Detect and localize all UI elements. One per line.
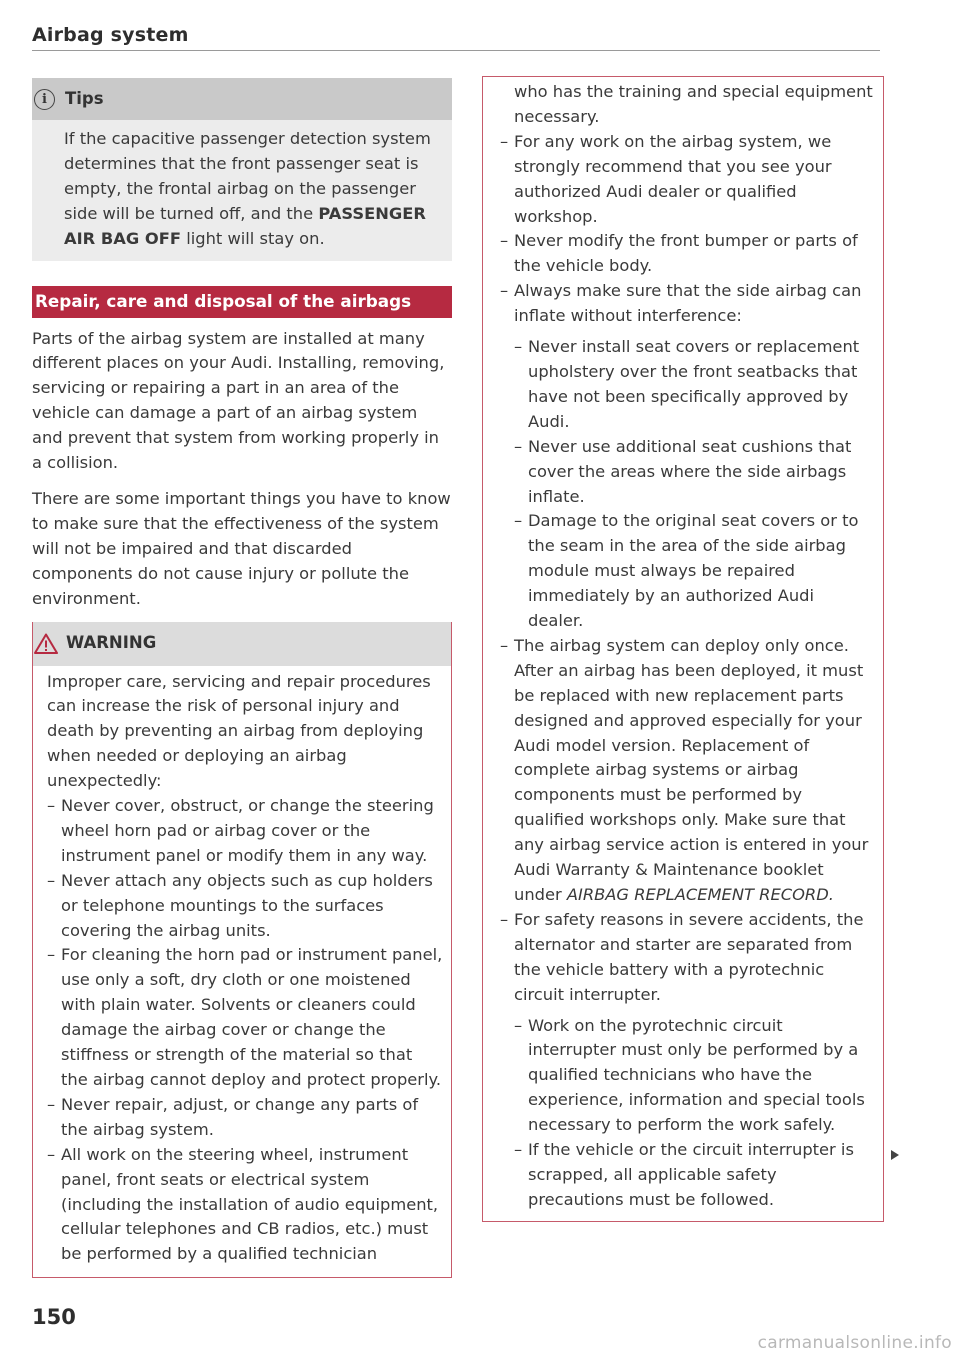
- list-item: – The airbag system can deploy only once. After an airbag has been deployed, it must be replaced with new replacement parts designed and approved especially for your Audi model version. Replacement of complete airbag systems or airbag components must be performed by qualified workshops only. Make sure that any airbag service action is entered in your Audi Warranty & Maintenance booklet under AIRBAG REPLACEMENT RECORD.: [500, 635, 869, 904]
- sub-list-item: – Never install seat covers or replacement upholstery over the front seatbacks that have not been specifically approved by Audi.: [514, 337, 860, 431]
- tips-text-bold: PASSENGER AIR BAG OFF: [64, 203, 426, 248]
- deploy-text-italic: AIRBAG REPLACEMENT RECORD.: [566, 885, 834, 904]
- warning-box-continued: [482, 76, 884, 1222]
- continue-arrow-icon: [891, 1150, 899, 1160]
- sub-list-item: – Work on the pyrotechnic circuit interrupter must only be performed by a qualified technicians who have the experience, information and special tools necessary to perform the work safely.: [514, 1015, 865, 1135]
- list-item: – For any work on the airbag system, we strongly recommend that you see your authorized Audi dealer or qualified workshop.: [500, 131, 832, 226]
- warning-body: [33, 666, 451, 1278]
- section-paragraph: Parts of the airbag system are installed at many different places on your Audi. Installing, removing, servicing or repairing a part in an area of the vehicle can damage a part of an airbag system and prevent that system from working properly in a collision.: [32, 328, 445, 473]
- tips-title: Tips: [65, 88, 104, 108]
- list-item: – For cleaning the horn pad or instrument panel, use only a soft, dry cloth or one moistened with plain water. Solvents or cleaners could damage the airbag cover or change the stiffness or strength of the material so that the airbag cannot deploy and protect properly.: [47, 945, 443, 1089]
- tips-header: [32, 78, 452, 120]
- section-paragraph: There are some important things you have to know to make sure that the effectiveness of the system will not be impaired and that discarded components do not cause injury or pollute the environment.: [32, 488, 451, 608]
- tips-text-before: If the capacitive passenger detection system determines that the front passenger seat is empty, the frontal airbag on the passenger side will be turned off, and the: [64, 129, 431, 223]
- header-divider: [32, 50, 880, 51]
- warning-title: WARNING: [66, 633, 157, 653]
- watermark: carmanualsonline.info: [757, 1333, 952, 1353]
- sub-list-item: – Damage to the original seat covers or to the seam in the area of the side airbag module must always be repaired immediately by an authorized Audi dealer.: [514, 511, 859, 631]
- list-item: – All work on the steering wheel, instrument panel, front seats or electrical system (including the installation of audio equipment, cellular telephones and CB radios, etc.) must be performed by a qualified technician: [47, 1144, 439, 1264]
- page-number: 150: [32, 1305, 76, 1329]
- list-item: – Never repair, adjust, or change any parts of the airbag system.: [47, 1094, 419, 1139]
- sub-list-item: – If the vehicle or the circuit interrupter is scrapped, all applicable safety precautions must be followed.: [514, 1140, 854, 1209]
- deploy-text: The airbag system can deploy only once. After an airbag has been deployed, it must be replaced with new replacement parts designed and approved especially for your Audi model version. Replacement of complete airbag systems or airbag components must be performed by qualified workshops only. Make sure that any airbag service action is entered in your Audi Warranty & Maintenance booklet under: [514, 635, 869, 904]
- list-item: – Never attach any objects such as cup holders or telephone mountings to the surfaces covering the airbag units.: [47, 870, 433, 940]
- page-header-title: Airbag system: [32, 24, 189, 46]
- info-icon: i: [34, 89, 55, 110]
- list-item: – Never cover, obstruct, or change the steering wheel horn pad or airbag cover or the instrument panel or modify them in any way.: [47, 796, 434, 865]
- warning-intro: Improper care, servicing and repair procedures can increase the risk of personal injury and death by preventing an airbag from deploying when needed or deploying an airbag unexpectedly:: [47, 671, 431, 791]
- warning-triangle-icon: [34, 633, 58, 654]
- warning-continued-text: who has the training and special equipment necessary.: [514, 82, 873, 126]
- warning-box: [32, 622, 452, 1279]
- tips-text: [32, 120, 452, 261]
- warning-header: [33, 622, 451, 666]
- left-column: [32, 78, 452, 1278]
- list-item: – For safety reasons in severe accidents, the alternator and starter are separated from the vehicle battery with a pyrotechnic circuit interrupter.: [500, 909, 864, 1004]
- tips-box: [32, 78, 452, 261]
- list-item: – Always make sure that the side airbag can inflate without interference:: [500, 281, 862, 326]
- right-column: [482, 76, 884, 1222]
- list-item: – Never modify the front bumper or parts of the vehicle body.: [500, 231, 858, 276]
- sub-list-item: – Never use additional seat cushions that cover the areas where the side airbags inflate.: [514, 436, 852, 506]
- tips-text-after: light will stay on.: [186, 228, 325, 248]
- section-heading: Repair, care and disposal of the airbags: [32, 286, 452, 318]
